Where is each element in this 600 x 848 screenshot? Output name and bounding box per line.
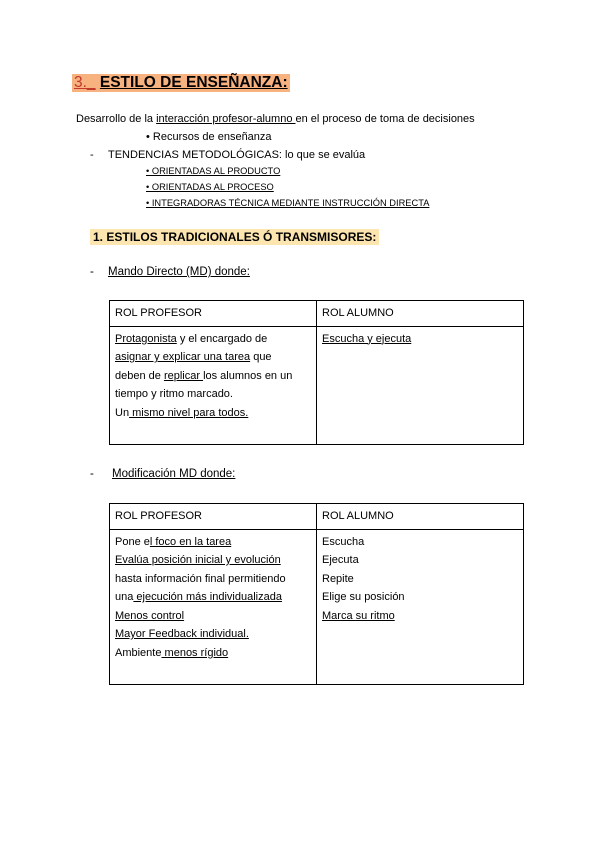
table-header-row xyxy=(110,301,524,327)
intro-line xyxy=(76,113,475,125)
mando-directo-label: Mando Directo (MD) donde: xyxy=(108,266,250,278)
cell-text: replicar xyxy=(163,369,204,382)
header-rol-profesor: ROL PROFESOR xyxy=(110,301,317,327)
cell-text: l foco en la tarea xyxy=(149,535,232,548)
list-item: Repite xyxy=(322,572,354,585)
cell-text: ejecución más individualizada xyxy=(133,591,282,603)
profesor-role-cell xyxy=(110,326,317,444)
cell-text: Pone e xyxy=(115,535,150,548)
subsection-number: 1. xyxy=(93,230,104,244)
tendencia-item: • ORIENTADAS AL PROCESO xyxy=(146,182,274,192)
resources-bullet: • Recursos de enseñanza xyxy=(146,131,272,143)
header-rol-alumno: ROL ALUMNO xyxy=(317,301,524,327)
list-item: Escucha xyxy=(322,535,365,548)
cell-text: Menos control xyxy=(115,609,185,622)
list-item: Ejecuta xyxy=(322,554,359,566)
tendencia-item: • INTEGRADORAS TÉCNICA MEDIANTE INSTRUCCIÓN DIRECTA xyxy=(146,198,430,208)
section-number: 3._ xyxy=(74,74,96,91)
intro-suffix: en el proceso de toma de decisiones xyxy=(295,113,475,125)
cell-text: Escucha y ejecuta xyxy=(322,332,412,345)
section-title xyxy=(72,74,290,92)
header-rol-alumno: ROL ALUMNO xyxy=(317,504,524,530)
cell-text: hasta información final permitiendo xyxy=(115,572,286,585)
mando-directo-dash: - xyxy=(90,266,94,278)
intro-prefix: Desarrollo de la xyxy=(76,113,157,125)
list-item: Elige su posición xyxy=(322,591,405,603)
alumno-role-cell xyxy=(317,326,524,444)
table-row xyxy=(110,326,524,444)
alumno-role-cell xyxy=(317,529,524,684)
tendencias-dash: - xyxy=(90,149,94,161)
cell-text: Mayor Feedback individual. xyxy=(115,628,249,640)
cell-text: tiempo y ritmo marcado. xyxy=(115,388,233,400)
cell-text: asignar y explicar una tarea xyxy=(115,351,251,363)
cell-text: Evalúa posición inicial y evolución xyxy=(115,554,281,566)
profesor-role-cell xyxy=(110,529,317,684)
table-row xyxy=(110,529,524,684)
intro-link: interacción profesor-alumno xyxy=(156,113,296,125)
cell-text: Ambiente xyxy=(115,646,162,659)
modificacion-table xyxy=(109,503,524,685)
mando-directo-table xyxy=(109,300,524,445)
header-rol-profesor: ROL PROFESOR xyxy=(110,504,317,530)
cell-text: que xyxy=(250,351,272,363)
tendencia-item: • ORIENTADAS AL PRODUCTO xyxy=(146,166,281,176)
tendencias-label: TENDENCIAS METODOLÓGICAS: lo que se evalúa xyxy=(108,149,366,161)
section-title-text: ESTILO DE ENSEÑANZA: xyxy=(99,74,288,91)
cell-text: los alumnos en un xyxy=(203,369,293,382)
cell-text: y el encargado de xyxy=(176,332,268,345)
cell-text: una xyxy=(115,591,134,603)
cell-text: mismo nivel para todos. xyxy=(129,406,249,419)
modificacion-label: Modificación MD donde: xyxy=(112,468,236,480)
table-header-row xyxy=(110,504,524,530)
modificacion-dash: - xyxy=(90,468,94,480)
subsection-heading xyxy=(90,229,379,245)
subsection-title: ESTILOS TRADICIONALES Ó TRANSMISORES: xyxy=(106,230,377,244)
cell-text: deben de xyxy=(115,369,164,382)
cell-text: Un xyxy=(115,406,130,419)
list-item: Marca su ritmo xyxy=(322,609,395,622)
cell-text: menos rígido xyxy=(161,646,229,659)
cell-text: Protagonista xyxy=(115,332,177,345)
